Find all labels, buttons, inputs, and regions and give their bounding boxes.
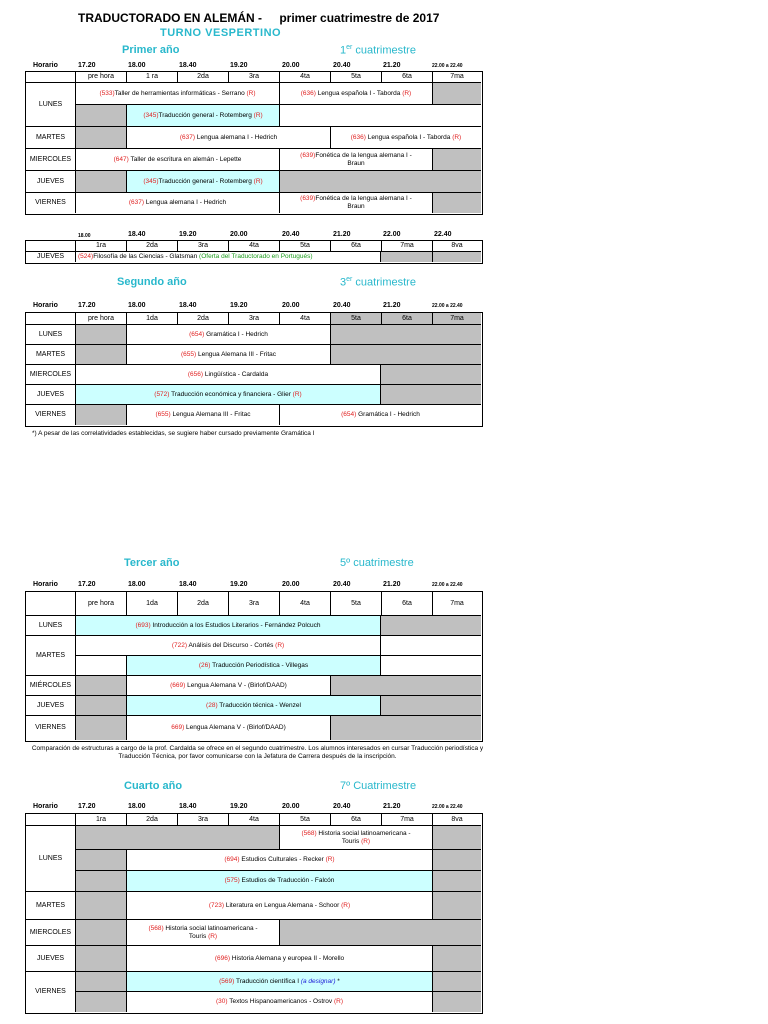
empty-cell [76, 920, 127, 946]
course-code: (639) [300, 195, 316, 202]
slot-header: 3ra [229, 592, 280, 616]
time-label: 18.40 [179, 581, 197, 588]
empty-cell [433, 946, 481, 972]
term-superscript: er [346, 276, 353, 283]
time-label: 19.20 [230, 803, 248, 810]
slot-header: 1ra [76, 241, 127, 252]
class-cell [76, 149, 280, 171]
course-text: Traducción general - Rotemberg [158, 111, 252, 119]
course-code: (696) [214, 954, 230, 962]
time-label: 18.00 [128, 803, 146, 810]
schedule-grid-year-2 [25, 312, 483, 427]
empty-cell [280, 105, 481, 127]
class-cell [127, 716, 331, 740]
slot-header: 2da [178, 72, 229, 83]
course-code: (636) [300, 89, 316, 97]
course-code: (533) [99, 89, 115, 97]
course-code: 669) [171, 724, 185, 731]
slot-header: 2da [127, 241, 178, 252]
course-code: (568) [148, 924, 164, 932]
slot-header: 3ra [178, 241, 229, 252]
slot-header: 2da [178, 592, 229, 616]
course-code: (568) [301, 829, 317, 837]
course-text: Análisis del Discurso - Cortés [187, 641, 274, 649]
class-cell [76, 193, 280, 213]
slot-header: 1da [127, 592, 178, 616]
class-cell [127, 696, 381, 716]
r-mark: (R) [402, 89, 412, 97]
time-label: 17.20 [78, 803, 96, 810]
day-martes: MARTES [26, 892, 76, 920]
time-label: 18.40 [179, 62, 197, 69]
term-word: Cuatrimestre [350, 780, 417, 792]
day-jueves: JUEVES [26, 171, 76, 193]
course-text: Traducción técnica - Wenzel [217, 701, 301, 709]
header-corner [26, 814, 76, 826]
r-mark: (R) [325, 856, 335, 863]
course-code: (637) [128, 199, 145, 206]
slot-header: 8va [433, 814, 481, 826]
slot-header: 6ta [382, 72, 433, 83]
time-label: 22.40 [434, 231, 452, 238]
time-label: 20.40 [333, 302, 351, 309]
empty-cell [433, 83, 481, 105]
course-code: (345) [143, 177, 159, 185]
slot-header: 6ta [382, 313, 433, 325]
course-code: (637) [179, 133, 196, 141]
slot-header: 6ta [331, 814, 382, 826]
course-text-line2: Touris [341, 837, 360, 845]
course-text: Lengua alemana I - Hedrich [195, 133, 278, 141]
class-cell [76, 83, 280, 105]
course-code: (655) [155, 411, 171, 418]
slot-header: 5ta [331, 313, 382, 325]
course-text: Textos Hispanoamericanos - Ostrov [227, 998, 333, 1005]
footnote-year-2: *) A pesar de las correlatividades establecidas, se sugiere haber cursado previamente Gramática I [32, 430, 315, 437]
day-lunes: LUNES [26, 325, 76, 345]
time-label: 22.00 a 22.40 [432, 63, 463, 69]
time-label: 20.00 [282, 581, 300, 588]
time-label: 20.00 [282, 302, 300, 309]
course-code: (30) [215, 998, 228, 1005]
slot-header: 4ta [280, 592, 331, 616]
day-viernes: VIERNES [26, 716, 76, 740]
empty-cell [331, 676, 481, 696]
course-text: Fonética de la lengua alemana I - [315, 195, 412, 202]
day-lunes: LUNES [26, 616, 76, 636]
footnote-year-3: Comparación de estructuras a cargo de la prof. Cardalda se ofrece en el segundo cuatrimestre. Los alumnos interesados en cursar Traducción periodística y Traducción Técnica, por favor comunicarse con la Jefatura de Carrera después de la inscripción. [31, 745, 484, 760]
r-mark: (R) [361, 837, 371, 845]
asterisk: * [335, 977, 340, 985]
course-code: (694) [224, 856, 240, 863]
day-viernes: VIERNES [26, 405, 76, 425]
course-text-line2: Braun [347, 203, 365, 210]
class-cell [127, 920, 280, 946]
day-martes: MARTES [26, 127, 76, 149]
schedule-grid-year-4 [25, 813, 483, 1014]
day-jueves: JUEVES [26, 696, 76, 716]
time-label: 17.20 [78, 581, 96, 588]
r-mark: (R) [253, 177, 263, 185]
course-text: Taller de escritura en alemán - Lepette [128, 155, 242, 163]
class-cell [127, 871, 433, 892]
empty-cell [76, 171, 127, 193]
course-text: Historia social latinoamericana - [163, 924, 258, 932]
day-lunes: LUNES [26, 826, 76, 892]
empty-cell [433, 193, 481, 213]
time-label: 18.00 [128, 62, 146, 69]
term-number: 5º [340, 557, 351, 569]
slot-header: pre hora [76, 72, 127, 83]
course-text: Filosofía de las Ciencias - Glatsman [93, 253, 198, 260]
slot-header: 8va [433, 241, 481, 252]
day-miercoles: MIÉRCOLES [26, 676, 76, 696]
class-cell [76, 365, 381, 385]
course-text: Lingüística - Cardalda [203, 370, 269, 378]
header-corner [26, 313, 76, 325]
page-subtitle: TURNO VESPERTINO [160, 27, 282, 39]
term-superscript: er [346, 44, 353, 51]
empty-cell [76, 992, 127, 1012]
term-number: 1 [340, 44, 347, 57]
slot-header: 4ta [229, 241, 280, 252]
r-mark: (R) [208, 932, 218, 940]
class-cell [76, 636, 381, 656]
slot-header: 3ra [229, 72, 280, 83]
class-cell [127, 171, 280, 193]
slot-header: 1da [127, 313, 178, 325]
class-cell [127, 946, 433, 972]
time-label: 18.40 [179, 302, 197, 309]
class-cell [127, 676, 331, 696]
course-code: (654) [189, 330, 205, 338]
empty-cell [433, 972, 481, 992]
course-code: (723) [208, 901, 225, 909]
day-jueves: JUEVES [26, 946, 76, 972]
empty-cell [76, 716, 127, 740]
course-text: Lengua Alemana III - Fritac [196, 350, 277, 358]
course-text: Traducción general - Rotemberg [158, 177, 252, 185]
day-lunes: LUNES [26, 83, 76, 127]
empty-cell [76, 405, 127, 425]
time-label: 20.00 [282, 62, 300, 69]
course-code: (654) [341, 411, 357, 418]
time-label: 21.20 [383, 62, 401, 69]
schedule-grid-year-3 [25, 591, 483, 742]
header-corner [26, 72, 76, 83]
horario-label: Horario [33, 62, 58, 69]
slot-header: 7ma [433, 313, 481, 325]
empty-cell [331, 716, 481, 740]
empty-cell [280, 920, 481, 946]
slot-header: 7ma [382, 814, 433, 826]
empty-cell [433, 149, 481, 171]
empty-cell [76, 127, 127, 149]
empty-cell [331, 345, 481, 365]
time-label: 22.00 a 22.40 [432, 804, 463, 810]
time-label: 19.20 [179, 231, 197, 238]
empty-cell [433, 892, 481, 920]
title-right: primer cuatrimestre de 2017 [279, 11, 440, 25]
empty-cell [381, 252, 433, 262]
time-label: 17.20 [78, 62, 96, 69]
slot-header: 1ra [76, 814, 127, 826]
slot-header: 6ta [382, 592, 433, 616]
course-text: Estudios de Traducción - Falcón [239, 877, 335, 884]
class-cell [76, 385, 381, 405]
slot-header: 7ma [433, 72, 481, 83]
to-be-assigned: (a designar) [300, 977, 336, 985]
empty-cell [433, 871, 481, 892]
empty-cell [381, 696, 481, 716]
class-cell [127, 656, 381, 676]
horario-label: Horario [33, 302, 58, 309]
course-text: Lengua Alemana V - (Birlof/DAAD) [185, 681, 287, 689]
term-word: cuatrimestre [352, 276, 416, 289]
course-code: (693) [135, 621, 151, 629]
slot-header: 5ta [280, 814, 331, 826]
time-label: 17.20 [78, 302, 96, 309]
offer-note: (Oferta del Traductorado en Portugués) [199, 253, 313, 260]
empty-cell [381, 636, 481, 656]
empty-cell [76, 325, 127, 345]
time-label: 22.00 a 22.40 [432, 582, 463, 588]
course-text: Fonética de la lengua alemana I - [315, 151, 412, 159]
header-corner [26, 592, 76, 616]
time-label: 18.00 [128, 302, 146, 309]
slot-header: pre hora [76, 313, 127, 325]
time-label: 20.40 [333, 803, 351, 810]
empty-cell [76, 676, 127, 696]
course-text: Estudios Culturales - Recker [239, 856, 324, 863]
slot-header: 2da [178, 313, 229, 325]
course-text: Traducción científica I [234, 977, 299, 985]
term-number: 7º [340, 780, 351, 792]
slot-header: 3ra [178, 814, 229, 826]
section-2-year: Segundo año [117, 276, 187, 288]
course-code: (669) [170, 681, 186, 689]
course-text: Historia Alemana y europea II - Morello [230, 954, 345, 962]
class-cell [127, 325, 331, 345]
time-label: 20.40 [333, 62, 351, 69]
empty-cell [381, 616, 481, 636]
course-code: (722) [171, 641, 187, 649]
course-text-line2: Touris [188, 932, 207, 940]
course-text: Gramática I - Hedrich [356, 411, 420, 418]
course-code: (636) [350, 133, 366, 141]
empty-cell [76, 696, 127, 716]
class-cell [127, 127, 331, 149]
course-text: Lengua española I - Taborda [315, 89, 401, 97]
empty-cell [76, 105, 127, 127]
course-text: Lengua española I - Taborda [365, 133, 451, 141]
day-miercoles: MIERCOLES [26, 920, 76, 946]
slot-header: 3ra [229, 313, 280, 325]
class-cell [76, 616, 381, 636]
empty-cell [76, 345, 127, 365]
day-viernes: VIERNES [26, 972, 76, 1012]
schedule-grid-year-1 [25, 71, 483, 215]
empty-cell [76, 892, 127, 920]
class-cell [331, 127, 481, 149]
class-cell [280, 193, 433, 213]
day-viernes: VIERNES [26, 193, 76, 213]
class-cell [127, 345, 331, 365]
course-text: Introducción a los Estudios Literarios - Fernández Polcuch [150, 621, 321, 629]
course-code: (26) [198, 661, 211, 669]
empty-cell [76, 946, 127, 972]
r-mark: (R) [334, 998, 344, 1005]
empty-cell [76, 826, 280, 850]
class-cell [127, 892, 433, 920]
header-corner [26, 241, 76, 252]
time-label: 18.00 [78, 233, 91, 239]
time-label: 20.40 [333, 581, 351, 588]
time-label: 18.40 [128, 231, 146, 238]
r-mark: (R) [292, 390, 302, 398]
course-code: (575) [224, 877, 240, 884]
empty-cell [433, 992, 481, 1012]
day-martes: MARTES [26, 636, 76, 676]
day-martes: MARTES [26, 345, 76, 365]
slot-header: 4ta [229, 814, 280, 826]
empty-cell [76, 972, 127, 992]
time-label: 20.40 [282, 231, 300, 238]
time-label: 19.20 [230, 62, 248, 69]
empty-cell [433, 252, 481, 262]
course-code: (647) [113, 155, 129, 163]
class-cell [280, 826, 433, 850]
empty-cell [280, 171, 481, 193]
empty-cell [381, 385, 481, 405]
slot-header: 2da [127, 814, 178, 826]
course-code: (345) [143, 111, 159, 119]
slot-header: 4ta [280, 72, 331, 83]
day-jueves: JUEVES [26, 385, 76, 405]
time-label: 20.00 [282, 803, 300, 810]
empty-cell [381, 365, 481, 385]
course-code: (639) [300, 151, 316, 159]
section-4-term [340, 780, 416, 792]
class-cell [280, 149, 433, 171]
course-text-line2: Braun [347, 159, 365, 167]
section-1-year: Primer año [122, 44, 180, 56]
class-cell [127, 105, 280, 127]
course-code: (569) [219, 977, 235, 985]
course-code: (524) [78, 253, 94, 260]
course-code: (572) [154, 390, 170, 398]
slot-header: 5ta [331, 592, 382, 616]
class-cell [280, 83, 433, 105]
empty-cell [433, 850, 481, 871]
slot-header: 5ta [280, 241, 331, 252]
day-jueves: JUEVES [26, 252, 76, 262]
time-label: 18.40 [179, 803, 197, 810]
course-text: Literatura en Lengua Alemana - Schoor [224, 901, 340, 909]
slot-header: 1 ra [127, 72, 178, 83]
slot-header: 7ma [382, 241, 433, 252]
class-cell [127, 992, 433, 1012]
r-mark: (R) [246, 89, 256, 97]
course-text: Traducción económica y financiera - Glier [169, 390, 291, 398]
term-word: cuatrimestre [350, 557, 414, 569]
r-mark: (R) [275, 641, 285, 649]
course-text: Lengua Alemana III - Fritac [170, 411, 251, 418]
course-code: (28) [206, 701, 218, 709]
section-4-year: Cuarto año [124, 780, 183, 792]
horario-label: Horario [33, 803, 58, 810]
day-miercoles: MIERCOLES [26, 149, 76, 171]
class-cell [76, 252, 381, 262]
course-text: Gramática I - Hedrich [204, 330, 268, 338]
time-label: 21.20 [333, 231, 351, 238]
course-text: Lengua alemana I - Hedrich [144, 199, 227, 206]
empty-cell [433, 826, 481, 850]
course-text: Taller de herramientas informáticas - Serrano [114, 89, 245, 97]
day-miercoles: MIERCOLES [26, 365, 76, 385]
slot-header: 4ta [280, 313, 331, 325]
section-3-year: Tercer año [124, 557, 180, 569]
section-1-term [340, 44, 416, 57]
term-number: 3 [340, 276, 347, 289]
time-label: 22.00 [383, 231, 401, 238]
schedule-grid-year-1-extra [25, 240, 483, 264]
empty-cell [76, 871, 127, 892]
class-cell [127, 972, 433, 992]
page-title [78, 11, 439, 25]
time-label: 18.00 [128, 581, 146, 588]
slot-header: 7ma [433, 592, 481, 616]
empty-cell [331, 325, 481, 345]
slot-header: 6ta [331, 241, 382, 252]
r-mark: (R) [452, 133, 462, 141]
time-label: 22.00 a 22.40 [432, 303, 463, 309]
r-mark: (R) [341, 901, 351, 909]
empty-cell [76, 656, 127, 676]
section-3-term [340, 557, 414, 569]
course-text: Traducción Periodística - Villegas [210, 661, 309, 669]
time-label: 19.20 [230, 302, 248, 309]
class-cell [127, 850, 433, 871]
course-code: (656) [187, 370, 204, 378]
slot-header: 5ta [331, 72, 382, 83]
title-left: TRADUCTORADO EN ALEMÁN - [78, 11, 262, 25]
time-label: 19.20 [230, 581, 248, 588]
time-label: 21.20 [383, 302, 401, 309]
slot-header: pre hora [76, 592, 127, 616]
course-code: (655) [180, 350, 197, 358]
time-label: 20.00 [230, 231, 248, 238]
horario-label: Horario [33, 581, 58, 588]
section-2-term [340, 276, 416, 289]
empty-cell [76, 850, 127, 871]
time-label: 21.20 [383, 581, 401, 588]
class-cell [280, 405, 481, 425]
course-text: Historia social latinoamericana - [316, 829, 411, 837]
course-text: Lengua Alemana V - (Birlof/DAAD) [184, 724, 286, 731]
time-label: 21.20 [383, 803, 401, 810]
r-mark: (R) [253, 111, 263, 119]
term-word: cuatrimestre [352, 44, 416, 57]
class-cell [127, 405, 280, 425]
empty-cell [381, 656, 481, 676]
